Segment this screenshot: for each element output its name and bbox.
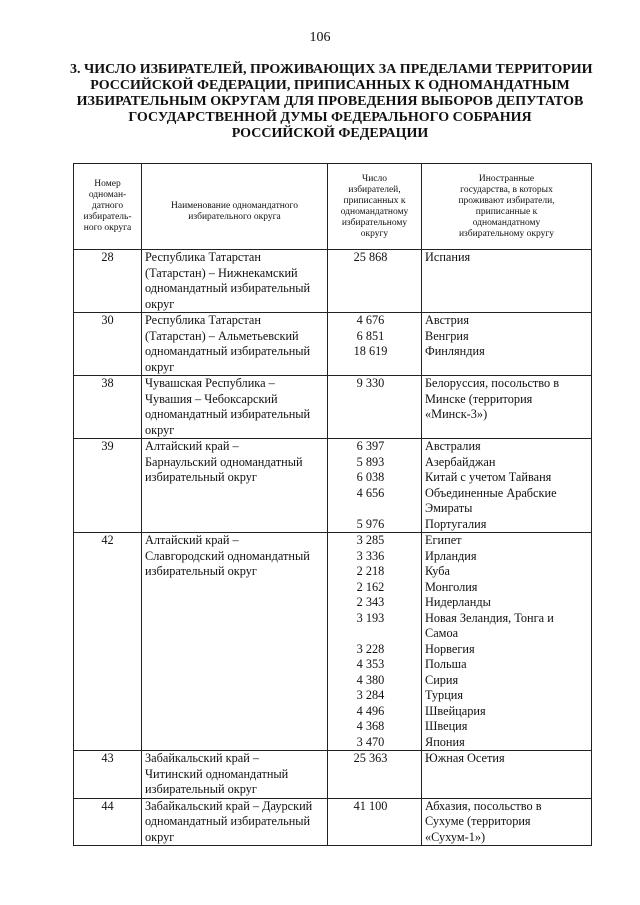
header-line: приписанные к [475,206,538,217]
table-row [74,250,592,313]
district-name-line: Алтайский край – [145,533,239,547]
district-name-line: Славгородский одномандатный [145,548,310,563]
country-name: Португалия [425,516,487,531]
country-name: Сирия [425,672,459,687]
district-name-line: избирательный округ [145,564,257,578]
country-name: Южная Осетия [425,751,505,765]
title-line: 3. ЧИСЛО ИЗБИРАТЕЛЕЙ, ПРОЖИВАЮЩИХ ЗА ПРЕДЕЛАМИ ТЕРРИТОРИИ [70,62,593,77]
header-line: одномандатному [472,217,541,228]
country-name: Турция [425,688,464,702]
page-number: 106 [309,30,331,45]
foreign-states [422,250,592,313]
header-line: датного [91,201,124,211]
district-name-line: Забайкальский край – [145,751,260,765]
district-number: 28 [74,250,142,313]
header-line: Число [362,173,387,184]
table-header-row [74,164,592,250]
district-name [142,751,328,799]
voter-count: 4 496 [356,703,385,718]
district-name [142,439,328,533]
voter-count: 4 676 [356,313,385,327]
district-name-line: Республика Татарстан [145,250,261,264]
country-name: Ирландия [425,548,477,563]
district-name-line: Читинский одномандатный [145,766,289,781]
country-name: Абхазия, посольство в [425,798,542,813]
country-name: Минске (территория [425,391,533,406]
district-number: 39 [74,439,142,533]
voter-count: 3 228 [356,641,385,656]
district-name [142,376,328,439]
header-line: избиратель- [83,212,132,222]
header-line: одноман- [88,190,127,200]
country-name: Швеция [425,719,468,733]
country-name: «Минск-3») [425,407,488,421]
voter-count: 5 893 [356,454,385,469]
voter-count: 2 218 [356,564,385,578]
district-name-line: Алтайский край – [145,439,239,453]
voter-count: 4 656 [356,485,385,500]
foreign-states [422,533,592,751]
district-name-line: одномандатный избирательный [145,407,311,421]
voter-count: 4 380 [356,672,385,687]
voter-count: 41 100 [353,798,388,813]
header-line: избирательному [341,217,408,228]
voter-count: 25 868 [353,250,388,264]
country-name: Объединенные Арабские [425,485,557,500]
voter-count: 3 193 [356,610,385,625]
voter-counts [328,439,422,533]
district-name-line: Барнаульский одномандатный [145,454,303,469]
country-name: Япония [425,734,465,749]
header-line: Иностранные [478,173,535,184]
foreign-states [422,751,592,799]
voter-counts [328,376,422,439]
voter-counts [328,313,422,376]
title-line: ГОСУДАРСТВЕННОЙ ДУМЫ ФЕДЕРАЛЬНОГО СОБРАНИЯ [128,110,532,125]
header-foreign-states [422,164,592,250]
district-name-line: Забайкальский край – Даурский [145,798,313,813]
country-name: Сухуме (территория [425,814,531,828]
voter-count: 3 285 [356,533,385,547]
district-name-line: (Татарстан) – Альметьевский [145,328,299,343]
header-line: приписанных к [343,195,406,206]
voters-table [73,163,592,846]
district-number: 44 [74,798,142,846]
district-number: 42 [74,533,142,751]
title-line: ИЗБИРАТЕЛЬНЫМ ОКРУГАМ ДЛЯ ПРОВЕДЕНИЯ ВЫБОРОВ ДЕПУТАТОВ [76,94,584,109]
country-name: Швейцария [425,703,486,718]
table-row [74,533,592,751]
voter-counts [328,751,422,799]
country-name: Норвегия [425,641,475,656]
district-number: 43 [74,751,142,799]
voter-count: 9 330 [356,376,385,390]
voter-count: 2 343 [356,595,385,609]
country-name: Нидерланды [425,595,491,609]
voter-counts [328,533,422,751]
country-name: Китай с учетом Тайваня [425,470,552,484]
header-line: Номер [94,179,121,189]
table-row [74,798,592,846]
voter-count: 6 038 [356,470,385,484]
country-name: Финляндия [425,344,485,358]
district-number: 30 [74,313,142,376]
header-voter-count [328,164,422,250]
header-line: государства, в которых [460,184,553,195]
district-name [142,313,328,376]
voter-count: 18 619 [353,344,388,358]
table-row [74,376,592,439]
district-name-line: (Татарстан) – Нижнекамский [145,265,298,280]
country-name: Польша [425,657,467,671]
country-name: Египет [425,533,462,547]
voter-count: 6 851 [356,328,385,343]
district-name-line: одномандатный избирательный [145,281,311,295]
district-name-line: округ [145,359,175,374]
title-line: РОССИЙСКОЙ ФЕДЕРАЦИИ [231,126,429,141]
voter-count: 3 284 [356,688,385,702]
header-line: округу [360,228,389,239]
foreign-states [422,313,592,376]
country-name: Самоа [425,626,459,640]
district-name [142,250,328,313]
header-district-name [142,164,328,250]
header-line: Наименование одномандатного [171,200,298,211]
page-title [70,62,593,142]
table-row [74,751,592,799]
district-number: 38 [74,376,142,439]
voter-counts [328,250,422,313]
country-name: Австрия [425,313,469,327]
title-line: РОССИЙСКОЙ ФЕДЕРАЦИИ, ПРИПИСАННЫХ К ОДНОМАНДАТНЫМ [90,78,570,93]
voter-count [328,501,413,517]
district-name-line: Республика Татарстан [145,313,261,327]
voter-count: 5 976 [356,516,385,531]
header-line: избирательного округа [188,211,281,222]
district-name-line: округ [145,296,175,311]
country-name: Эмираты [425,501,473,515]
district-name [142,798,328,846]
voter-count: 25 363 [353,751,388,765]
foreign-states [422,439,592,533]
table-row [74,439,592,533]
voter-count: 6 397 [356,439,385,453]
voter-count: 4 368 [356,719,385,733]
header-line: избирательному округу [458,228,555,239]
country-name: «Сухум-1») [425,829,486,844]
country-name: Испания [425,250,471,264]
header-district-number [74,164,142,250]
header-line: одномандатному [340,206,409,217]
country-name: Белоруссия, посольство в [425,376,560,390]
foreign-states [422,376,592,439]
district-name-line: округ [145,829,175,844]
country-name: Куба [425,564,450,578]
country-name: Азербайджан [425,454,496,469]
country-name: Австралия [425,439,481,453]
header-line: избирателей, [348,184,401,195]
country-name: Новая Зеландия, Тонга и [425,610,554,625]
voter-counts [328,798,422,846]
voter-count: 4 353 [356,657,385,671]
district-name-line: одномандатный избирательный [145,344,311,358]
voter-count: 2 162 [356,579,385,594]
district-name-line: Чувашская Республика – [145,376,275,390]
voter-count: 3 470 [356,734,385,749]
district-name-line: одномандатный избирательный [145,814,311,828]
country-name: Монголия [425,579,478,594]
table-body [74,250,592,846]
foreign-states [422,798,592,846]
district-name-line: Чувашия – Чебоксарский [145,391,278,406]
district-name-line: избирательный округ [145,470,257,484]
voter-count: 3 336 [356,548,385,563]
district-name-line: округ [145,422,175,437]
header-line: ного округа [83,223,132,233]
district-name-line: избирательный округ [145,782,257,796]
country-name: Венгрия [425,328,469,343]
district-name [142,533,328,751]
voter-count [328,626,413,642]
table-row [74,313,592,376]
header-line: проживают избиратели, [458,195,555,206]
